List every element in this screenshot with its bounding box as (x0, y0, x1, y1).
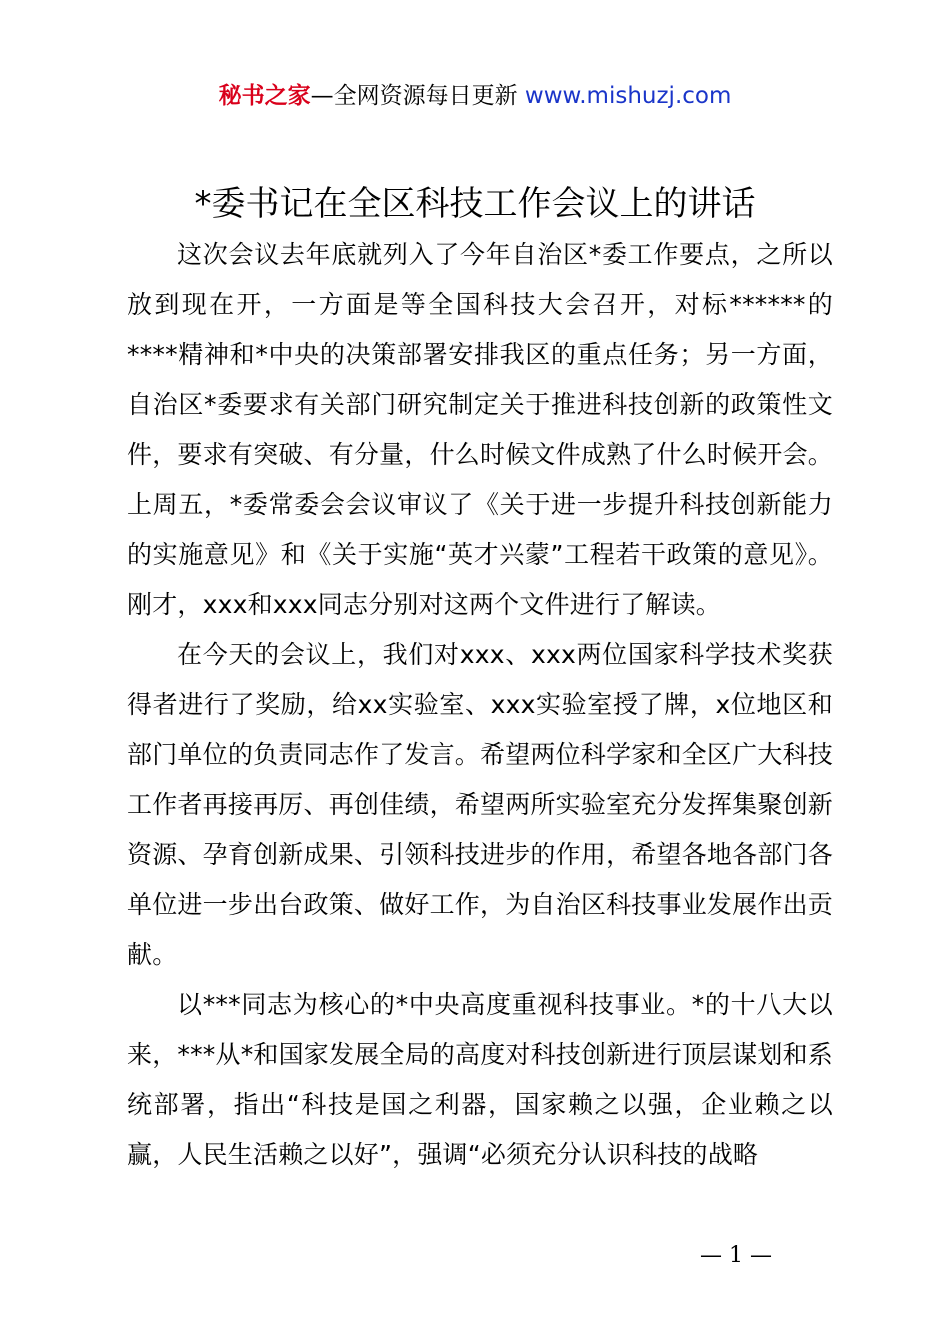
paragraph-3: 以***同志为核心的*中央高度重视科技事业。*的十八大以来，***从*和国家发展全局的高度对科技创新进行顶层谋划和系统部署，指出“科技是国之利器，国家赖之以强，企业赖之以赢，人民生活赖之以好”，强调“必须充分认识科技的战略 (127, 990, 834, 1169)
document-title: *委书记在全区科技工作会议上的讲话 (194, 184, 756, 224)
site-url-link[interactable]: www.mishuzj.com (524, 83, 732, 109)
brand-name: 秘书之家 (218, 83, 311, 109)
site-header (0, 80, 950, 112)
paragraph-2: 在今天的会议上，我们对xxx、xxx两位国家科学技术奖获得者进行了奖励，给xx实验室、xxx实验室授了牌，x位地区和部门单位的负责同志作了发言。希望两位科学家和全区广大科技工作者再接再厉、再创佳绩，希望两所实验室充分发挥集聚创新资源、孕育创新成果、引领科技进步的作用，希望各地各部门各单位进一步出台政策、做好工作，为自治区科技事业发展作出贡献。 (127, 640, 833, 969)
document-body (127, 230, 833, 1180)
header-tagline: —全网资源每日更新 (310, 83, 518, 109)
paragraph-1: 这次会议去年底就列入了今年自治区*委工作要点，之所以放到现在开，一方面是等全国科技大会召开，对标******的****精神和*中央的决策部署安排我区的重点任务；另一方面，自治区*委要求有关部门研究制定关于推进科技创新的政策性文件，要求有突破、有分量，什么时候文件成熟了什么时候开会。上周五，*委常委会会议审议了《关于进一步提升科技创新能力的实施意见》和《关于实施“英才兴蒙”工程若干政策的意见》。刚才，xxx和xxx同志分别对这两个文件进行了解读。 (127, 240, 833, 619)
page-number: — 1 — (700, 1243, 772, 1268)
